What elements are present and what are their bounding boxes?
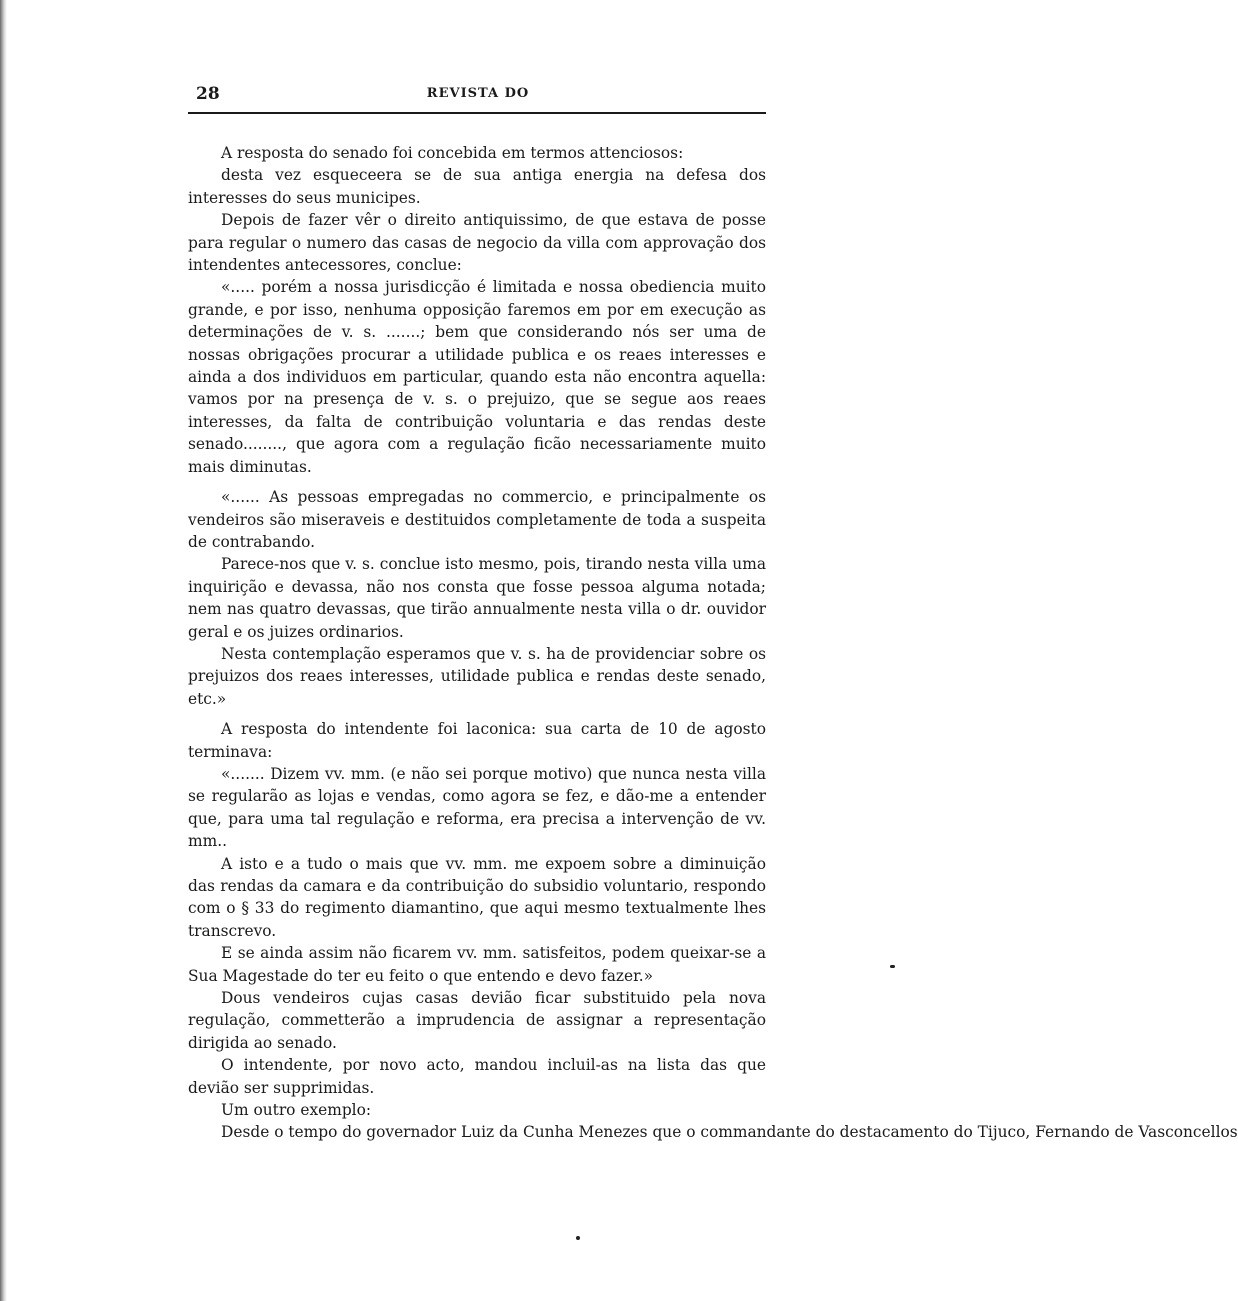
paragraph: Dous vendeiros cujas casas devião ficar substituido pela nova regulação, commetterão a imprudencia de assignar a representação dirigida ao senado. xyxy=(188,989,766,1052)
ink-speck xyxy=(576,1236,580,1240)
paragraph: Nesta contemplação esperamos que v. s. ha de providenciar sobre os prejuizos dos reaes interesses, utilidade publica e rendas deste senado, etc.» xyxy=(188,644,766,708)
page-text xyxy=(188,142,1238,1144)
paragraph: E se ainda assim não ficarem vv. mm. satisfeitos, podem queixar-se a Sua Magestade do ter eu feito o que entendo e devo fazer.» xyxy=(188,944,766,985)
quoted-paragraph: «..... porém a nossa jurisdicção é limitada e nossa obediencia muito grande, e por isso, nenhuma opposição faremos em por em execução as determinações de v. s. .......; bem que considerando nós ser uma de nossas obrigações procurar a utilidade publica e os reaes interesses e ainda a dos individuos em particular, quando esta não encontra aquella: vamos por na presença de v. s. o prejuizo, que se segue aos reaes interesses, da falta de contribuição voluntaria e das rendas deste senado........, que agora com a regulação ficão necessariamente muito mais diminutas. xyxy=(188,278,766,476)
ink-speck xyxy=(890,965,895,968)
paragraph: A resposta do senado foi concebida em termos attenciosos: xyxy=(221,144,684,162)
paragraph: Parece-nos que v. s. conclue isto mesmo, pois, tirando nesta villa uma inquirição e devassa, não nos consta que fosse pessoa alguma notada; nem nas quatro devassas, que tirão annualmente nesta villa o dr. ouvidor geral e os juizes ordinarios. xyxy=(188,555,766,641)
header-rule xyxy=(188,112,766,114)
paragraph: Desde o tempo do governador Luiz da Cunha Menezes que o commandante do destacamento do Tijuco, Fernando de Vasconcellos xyxy=(221,1123,1238,1142)
paragraph: Um outro exemplo: xyxy=(221,1101,372,1120)
page-header xyxy=(188,84,768,106)
paragraph: O intendente, por novo acto, mandou incluil-as na lista das que devião ser supprimidas. xyxy=(188,1056,766,1097)
paragraph: Depois de fazer vêr o direito antiquissimo, de que estava de posse para regular o numero das casas de negocio da villa com approvação dos intendentes antecessores, conclue: xyxy=(188,211,766,275)
running-title: REVISTA DO xyxy=(426,86,530,101)
paragraph: A isto e a tudo o mais que vv. mm. me expoem sobre a diminuição das rendas da camara e da contribuição do subsidio voluntario, respondo com o § 33 do regimento diamantino, que aqui mesmo textualmente lhes transcrevo. xyxy=(188,854,766,940)
paragraph: desta vez esqueceera se de sua antiga energia na defesa dos interesses do seus municipes. xyxy=(188,166,766,207)
scan-shadow-edge xyxy=(0,0,7,1301)
page-number: 28 xyxy=(196,84,220,104)
quoted-paragraph: «...... As pessoas empregadas no commercio, e principalmente os vendeiros são miseraveis e destituidos completamente de toda a suspeita de contrabando. xyxy=(188,488,766,551)
paragraph: A resposta do intendente foi laconica: sua carta de 10 de agosto terminava: xyxy=(188,720,766,761)
quoted-paragraph: «....... Dizem vv. mm. (e não sei porque motivo) que nunca nesta villa se regularão as lojas e vendas, como agora se fez, e dão-me a entender que, para uma tal regulação e reforma, era precisa a intervenção de vv. mm.. xyxy=(188,764,766,851)
